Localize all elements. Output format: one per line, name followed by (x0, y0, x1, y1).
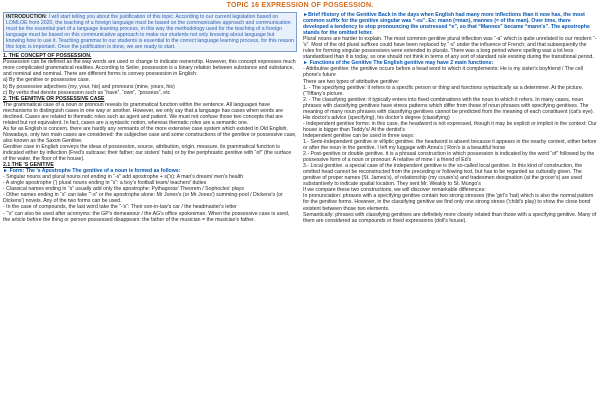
right-flow (303, 12, 597, 224)
paragraph: As far as English is concern, there are hardly any remnants of the more extensive case system which existed in Old English. Nowadays, only two main cases are considered: the subjective case and some constructions of the genitive or possessive case, also known as the Saxon Genitive. (3, 125, 297, 144)
paragraph: There are two types of attributive genitive: (303, 78, 400, 85)
paragraph: 1.- Semi-independent genitive or elliptic genitive. the headword is absent because it appears in the nearby context, either before or after the noun in the genitive. I left my luggage with Anna's | Ron's is a beautiful horse (303, 138, 597, 152)
paragraph: - A single apostrophe (') plural nouns ending in “s”: a boy's football team/ teachers' duties (3, 180, 207, 187)
page-title: TOPIC 16 EXPRESSION OF POSSESSION. (226, 2, 374, 9)
paragraph: - In the case of compounds, the last word take the “-'s”: Their son-in-law's car / the headmaster's letter (3, 204, 237, 211)
paragraph: - Singular nouns and plural nouns not ending in “-s” add apostrophe + s('s): A man's dream/ men's health (3, 174, 244, 181)
paragraph: - Other names ending in “s” can take “'-s” or the apostrophe alone: Mr Jones's (or Mr Jones') summing-pool / Dickens's (or Dickens') novels. Any of the two forms can be used. (3, 192, 283, 205)
paragraph: 1. - The specifying genitive: it refers to a specific person or thing and functions syntactically as a determiner. At the picture. (“Tiffany's picture. (303, 84, 584, 97)
paragraph: b) By possessive adjectives (my, your, his) and pronouns (mine, yours, his) (3, 83, 175, 90)
paragraph: - Classical names ending in “s” usually add only the apostrophe: Pythagoras' Theorem / Sophocles' plays (3, 186, 244, 193)
section-heading: 2. THE GENITIVE OR POSSESSIVE CASE (3, 95, 105, 102)
subsection-heading: ►Brief History of the Genitive Back in the days when English had many more inflections than it now has, the most common suffix for the genitive singular was “-es”. Ex: mann (=man), mannes (= of the man). Over time, there developed a tendency to stop pronouncing the unstressed “e”, so that “Mannes” became “mann's”. The apostrophe stands for the omitted letter. (303, 12, 590, 37)
paragraph: a) By the genitive or possessive case. (3, 77, 91, 84)
introduction-box (3, 12, 297, 52)
paragraph: Semantically: phrases with classifying genitives are definitely more closely related than those with a specifying genitive. Many of them are considered as compounds or fixed expressions (doll's house). (303, 211, 597, 224)
right-column (303, 12, 597, 402)
left-column (3, 12, 297, 402)
left-flow (3, 53, 297, 222)
introduction-label: INTRODUCTION (6, 14, 46, 20)
paragraph: Independent genitive can be used in three ways: (303, 132, 415, 139)
paragraph: - Independent genitive forms: in this case, the headword is not expressed, though it may be explicit or implicit in the context: Our house is bigger than Teddy's/ At the dentist's (303, 120, 597, 133)
paragraph: If we compare these two constructions, we will discover remarkable differences: (303, 187, 486, 194)
paragraph: - “'s” can also be used after acronyms: the GP's demeanour / the AG's office spokesman. When the possessive case is used, the article before the thing or person possessed disappears: the father of the musician = the musician's father. (3, 210, 290, 223)
paragraph: 2.- Post-genitive or double genitive. it is a phrasal construction in which possession is indicated by the word “of” followed by the possessive form of a noun or pronoun: A relative of mine / a friend of Ed's (303, 151, 595, 164)
section-heading: 2.1 THE 'S GENITIVE (3, 162, 54, 169)
subsection-heading: ► Form: The 's Apostrophe The genitive of a noun is formed as follows: (3, 168, 181, 175)
paragraph: - Attributive genitive: the genitive occurs before a head word to which it complements: He is my sister's boyfriend / The cell phone's future (303, 66, 583, 79)
introduction-text: : I will start telling you about the justification of this topic. According to our current legislation based on LOMLOE from 2020, the teaching of a foreign language must be based on the communicative approach and communication must be the essential part of a language learning process, in this way the methodology used for the teaching of a foreign language must be based on this communicative approach to make our students not only knowing about language but knowing how to use it. Teaching grammar to our students is essential to the correct language learning process, for this reason this topic is important. Once the justification is done, we are ready to start. (6, 14, 294, 51)
subsection-heading: ► Functions of the Genitive The English genitive may have 2 main functions: (303, 60, 494, 67)
paragraph: In pronunciation: phrases with a specifying genitive contain two strong stresses (the 'girl's 'hat) which is also the normal pattern for the genitive forms. However, in the classifying genitive we find only one strong stress ('child's play) to show the close bond existent between those two elements. (303, 193, 594, 212)
section-heading: 1. THE CONCEPT OF POSSESSION. (3, 53, 92, 60)
paragraph: 2. - The classifying genitive: it typically enters into fixed combinations with the noun to which it refers. In many cases, noun phrases with classifying genitives have stress patterns which differ from those of noun phrases with specifying genitives. The meaning of many noun phrases with classifying genitives cannot be predicted from the meaning of each constituent (cat's eye). His doctor's advice (specifying), his doctor's degree (classifying) (303, 96, 595, 121)
paragraph: Possession can be defined as the way words are used or change to indicate ownership. However, this concept expresses much more complicated grammatical realities. According to Seiler, possession is a binary relation between substance and substance, and nominal and nominal. There are different forms to convey possession in English: (3, 59, 296, 78)
paragraph: Plural nouns are harder to explain. The most common genitive plural inflection was “-a” which is quite unrelated to our modern “-'s”. Most of the old plural suffixes could have been replaced by “-s” under the influence of French; and that subsequently the rules for forming singular possessives were extended to plurals. There was a long period where spelling was a lot less standardised than it is today, so one should not think in terms of any sort of standard rule existing during the transitional period. (303, 36, 597, 61)
paragraph: c) By verbs that denote possession such as “have”, “own”, “possess”, etc (3, 89, 171, 96)
paragraph: 3.- Local genitive. a special case of the independent genitive is the so-called local genitive. In this kind of construction, the omitted head cannot be reconstructed from the preceding or following text, but has to be regarded as culturally given. The genitive of proper names (St. James's), of relationship (my cousin's) and tradesmen designation (at the grocer's) are used substantively to indicate spatial location. They sent Mr. Weakly to St. Mungo's (303, 163, 583, 188)
paragraph: The grammatical case of a noun or pronoun reveals its grammatical function within the sentence. All languages have mechanisms to distinguish cases in one way or another. However, we only say that a language has cases when words are declined. Cases are related to thematic roles such as agent and patient. We must not confuse those two concepts that are related but not equivalent. In fact, cases are a syntactic notion, whereas thematic roles are a semantic one. (3, 101, 283, 126)
paragraph: Genitive case in English conveys the ideas of possession, source, attribution, origin, measure, its grammatical function is indicated either by inflection (Fred's suitcase; their father; our sisters' hats) or by the periphrastic genitive with “of” (the surface of the water, the floor of the house). (3, 143, 292, 163)
